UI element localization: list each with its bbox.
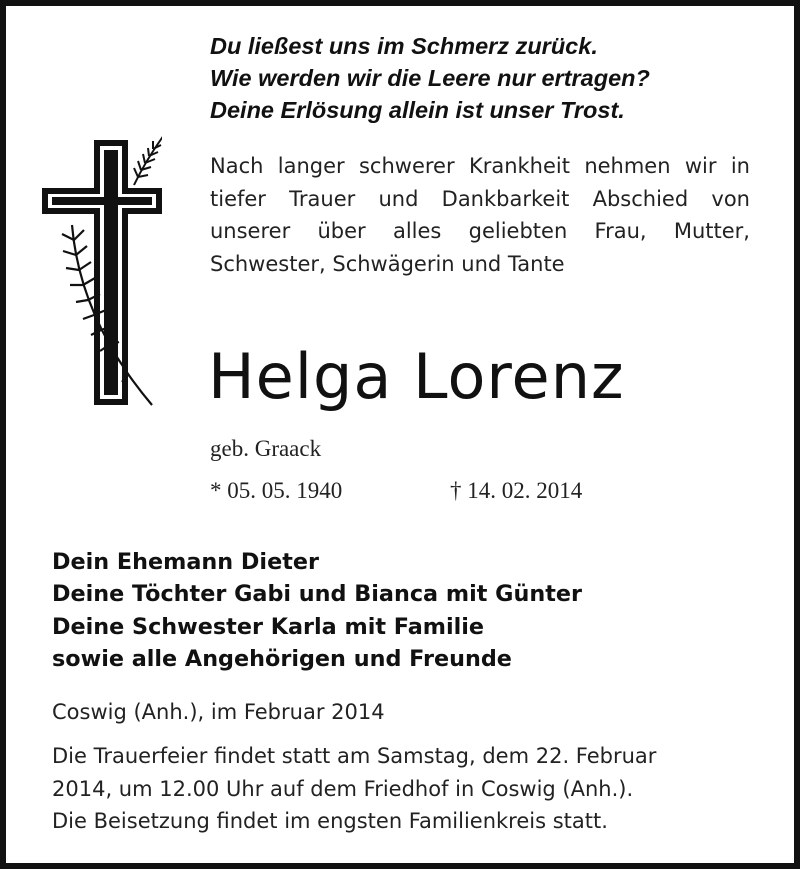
poem-line-2: Wie werden wir die Leere nur ertragen?: [210, 65, 650, 91]
death-date: † 14. 02. 2014: [450, 478, 583, 503]
mourner-line: Deine Schwester Karla mit Familie: [52, 613, 485, 640]
poem-line-3: Deine Erlösung allein ist unser Trost.: [210, 97, 625, 123]
maiden-name: geb. Graack: [210, 436, 322, 461]
mourner-line: sowie alle Angehörigen und Freunde: [52, 646, 512, 673]
funeral-line: Die Beisetzung findet im engsten Familienkreis statt.: [52, 809, 608, 833]
poem: [210, 30, 770, 126]
place-date: Coswig (Anh.), im Februar 2014: [52, 700, 385, 724]
funeral-line: 2014, um 12.00 Uhr auf dem Friedhof in Coswig (Anh.).: [52, 776, 634, 801]
mourner-line: Deine Töchter Gabi und Bianca mit Günter: [52, 581, 582, 608]
birth-date: * 05. 05. 1940: [210, 478, 343, 503]
deceased-name: Helga Lorenz: [208, 340, 625, 413]
intro-text: Nach langer schwerer Krankheit nehmen wir in tiefer Trauer und Dankbarkeit Abschied von unserer über alles geliebten Frau, Mutter, Schwester, Schwägerin und Tante: [210, 154, 750, 276]
funeral-info: [52, 740, 762, 838]
mourners-list: [52, 546, 582, 676]
cross-with-palm-branch-icon: [42, 130, 162, 415]
life-dates: [210, 478, 650, 504]
poem-line-1: Du ließest uns im Schmerz zurück.: [210, 33, 598, 59]
mourner-line: Dein Ehemann Dieter: [52, 549, 319, 575]
funeral-line: Die Trauerfeier findet statt am Samstag, dem 22. Februar: [52, 744, 657, 768]
